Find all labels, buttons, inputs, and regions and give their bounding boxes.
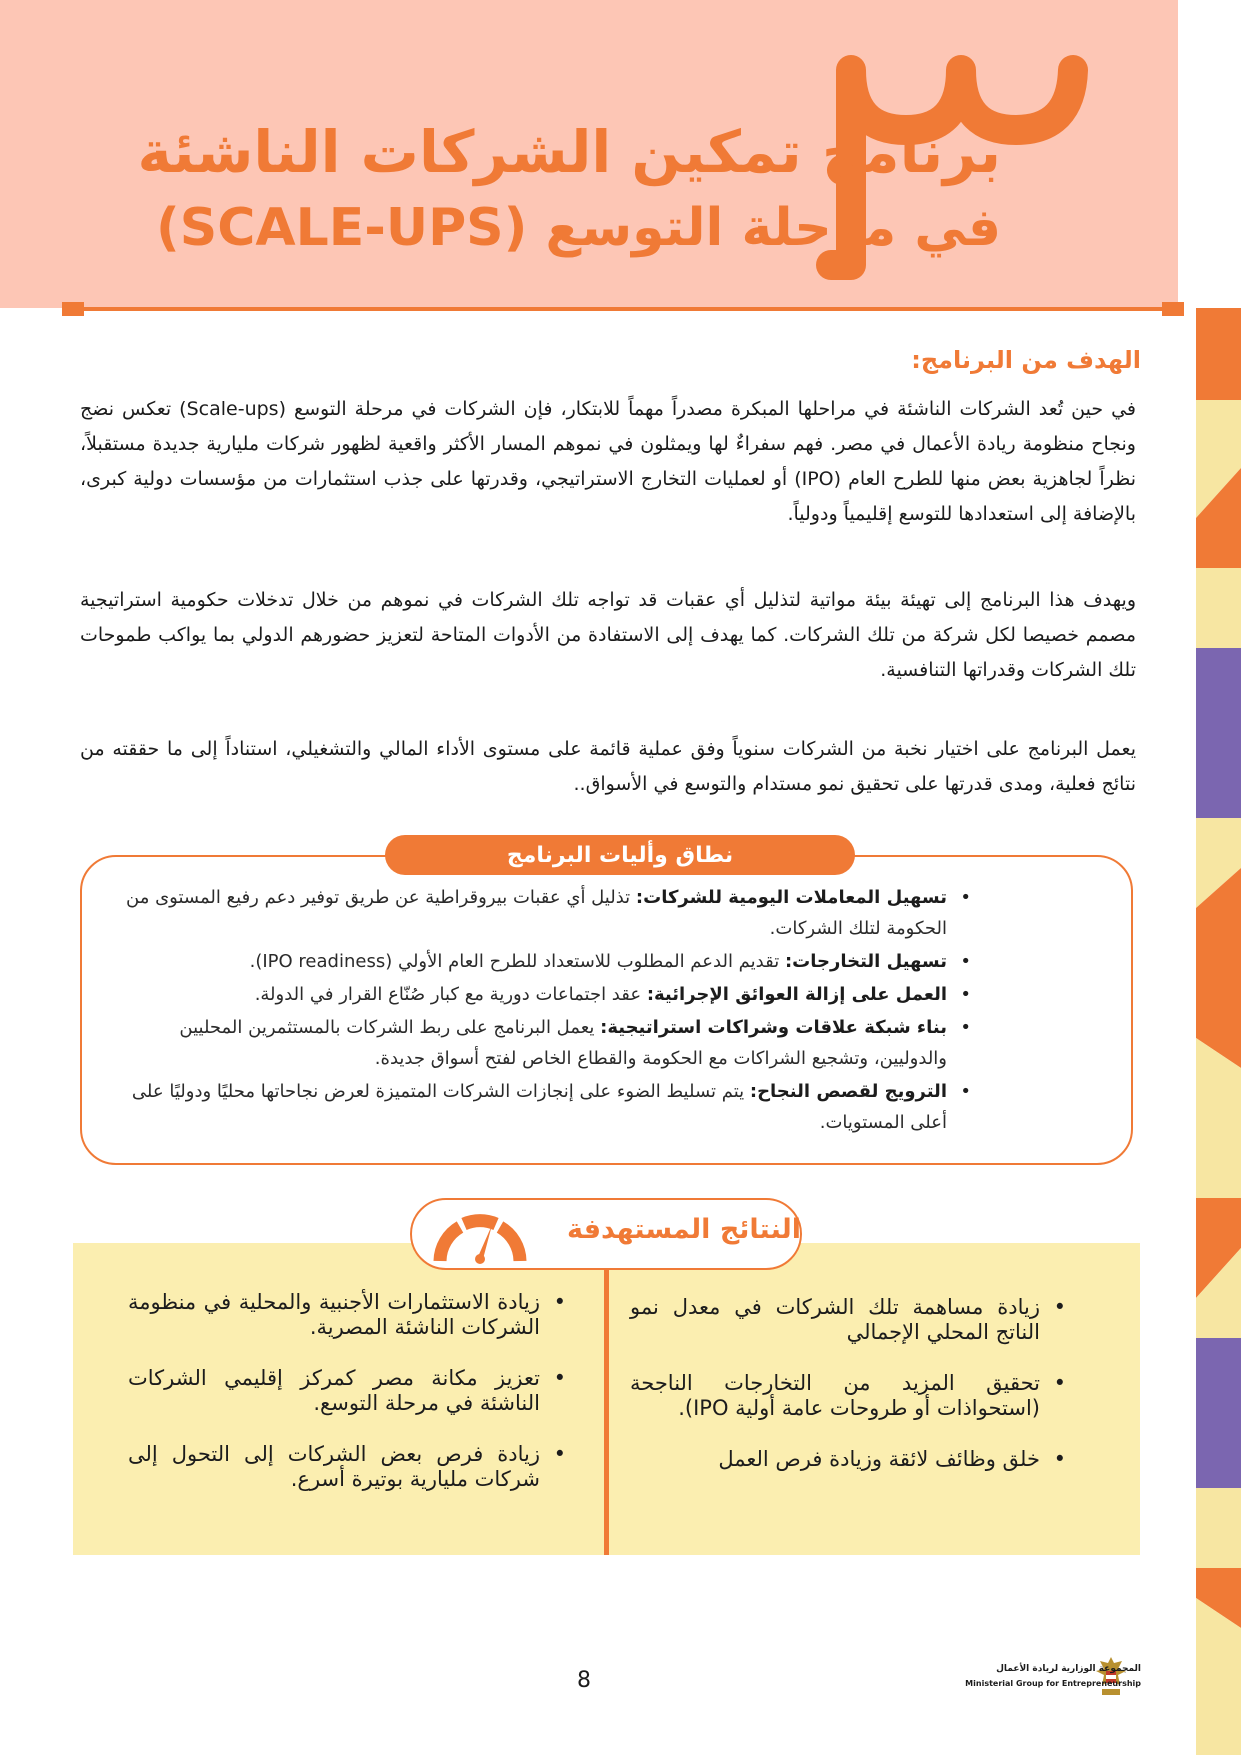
scope-item <box>110 979 971 1010</box>
result-item: • زيادة فرص بعض الشركات إلى التحول إلى شركات مليارية بوتيرة أسرع. <box>128 1442 566 1492</box>
result-item: • تحقيق المزيد من التخارجات الناجحة (استحواذات أو طروحات عامة أولية IPO). <box>630 1371 1066 1421</box>
logo-text-english: Ministerial Group for Entrepreneurship <box>965 1679 1141 1688</box>
scope-list <box>110 882 971 1140</box>
page-title-line2: في مرحلة التوسع (SCALE-UPS) <box>155 198 1001 258</box>
scope-item <box>110 882 971 944</box>
egypt-eagle-emblem-icon <box>1094 1655 1128 1699</box>
scope-item-term: تسهيل المعاملات اليومية للشركات: <box>635 887 947 908</box>
scope-item-term: بناء شبكة علاقات وشراكات استراتيجية: <box>600 1017 947 1038</box>
results-title: النتائج المستهدفة <box>566 1214 801 1245</box>
scope-item-text: يعمل البرنامج على ربط الشركات بالمستثمرين المحليين والدوليين، وتشجيع الشراكات مع الحكومة والقطاع الخاص لفتح أسواق جديدة. <box>179 1017 947 1069</box>
goal-paragraph-1: في حين تُعد الشركات الناشئة في مراحلها المبكرة مصدراً مهماً للابتكار، فإن الشركات في مرحلة التوسع (Scale-ups) تعكس نضج ونجاح منظومة ريادة الأعمال في مصر. فهم سفراءٌ لها ويمثلون في نموهم المسار الأكثر واقعية لظهور شركات مليارية جديدة مستقبلاً، نظراً لجاهزية بعض منها للطرح العام (IPO) أو لعمليات التخارج الاستراتيجي، وقدرتها على جذب استثمارات من مؤسسات دولية كبرى، بالإضافة إلى استعدادها للتوسع إقليمياً ودولياً. <box>80 398 1136 525</box>
goal-paragraph-3: يعمل البرنامج على اختيار نخبة من الشركات سنوياً وفق عملية قائمة على مستوى الأداء المالي والتشغيلي، استناداً إلى ما حققته من نتائج فعلية، ومدى قدرتها على تحقيق نمو مستدام والتوسع في الأسواق.. <box>80 738 1136 795</box>
scope-item-text: عقد اجتماعات دورية مع كبار صُنّاع القرار في الدولة. <box>254 984 647 1005</box>
scope-item-term: الترويج لقصص النجاح: <box>749 1081 947 1102</box>
scope-item <box>110 1012 971 1074</box>
scope-item-text: يتم تسليط الضوء على إنجازات الشركات المتميزة لعرض نجاحاتها محليًا ودوليًا على أعلى المستويات. <box>131 1081 947 1133</box>
gauge-icon <box>430 1203 530 1265</box>
result-item: • زيادة الاستثمارات الأجنبية والمحلية في منظومة الشركات الناشئة المصرية. <box>128 1290 566 1340</box>
results-right-column <box>630 1295 1066 1498</box>
scope-item-term: العمل على إزالة العوائق الإجرائية: <box>646 984 947 1005</box>
scope-title: نطاق وأليات البرنامج <box>385 835 855 875</box>
scope-item-text: تذليل أي عقبات بيروقراطية عن طريق توفير دعم رفيع المستوى من الحكومة لتلك الشركات. <box>126 887 947 939</box>
goal-paragraph-2: ويهدف هذا البرنامج إلى تهيئة بيئة مواتية لتذليل أي عقبات قد تواجه تلك الشركات في نموهم من خلال تدخلات حكومية استراتيجية مصمم خصيصا لكل شركة من تلك الشركات. كما يهدف إلى الاستفادة من الأدوات المتاحة لتعزيز حضورهم الدولي بما يواكب طموحات تلك الشركات وقدراتها التنافسية. <box>80 589 1136 681</box>
page-title-line1: برنامج تمكين الشركات الناشئة <box>137 118 1001 186</box>
result-item: • تعزيز مكانة مصر كمركز إقليمي الشركات الناشئة في مرحلة التوسع. <box>128 1366 566 1416</box>
logo-text-arabic: المجموعة الوزارية لريادة الأعمال <box>996 1664 1141 1674</box>
scope-item <box>110 946 971 977</box>
header-rule <box>62 302 1184 316</box>
scope-item <box>110 1076 971 1138</box>
goal-heading: الهدف من البرنامج: <box>911 346 1141 374</box>
result-item: • خلق وظائف لائقة وزيادة فرص العمل <box>630 1447 1066 1472</box>
side-decorative-stripe <box>1196 308 1241 1755</box>
page-number: 8 <box>577 1668 591 1693</box>
results-left-column <box>128 1290 566 1518</box>
scope-item-text: تقديم الدعم المطلوب للاستعداد للطرح العام الأولي (IPO readiness). <box>249 951 785 972</box>
scope-item-term: تسهيل التخارجات: <box>784 951 947 972</box>
results-divider <box>604 1270 609 1555</box>
result-item: • زيادة مساهمة تلك الشركات في معدل نمو الناتج المحلي الإجمالي <box>630 1295 1066 1345</box>
